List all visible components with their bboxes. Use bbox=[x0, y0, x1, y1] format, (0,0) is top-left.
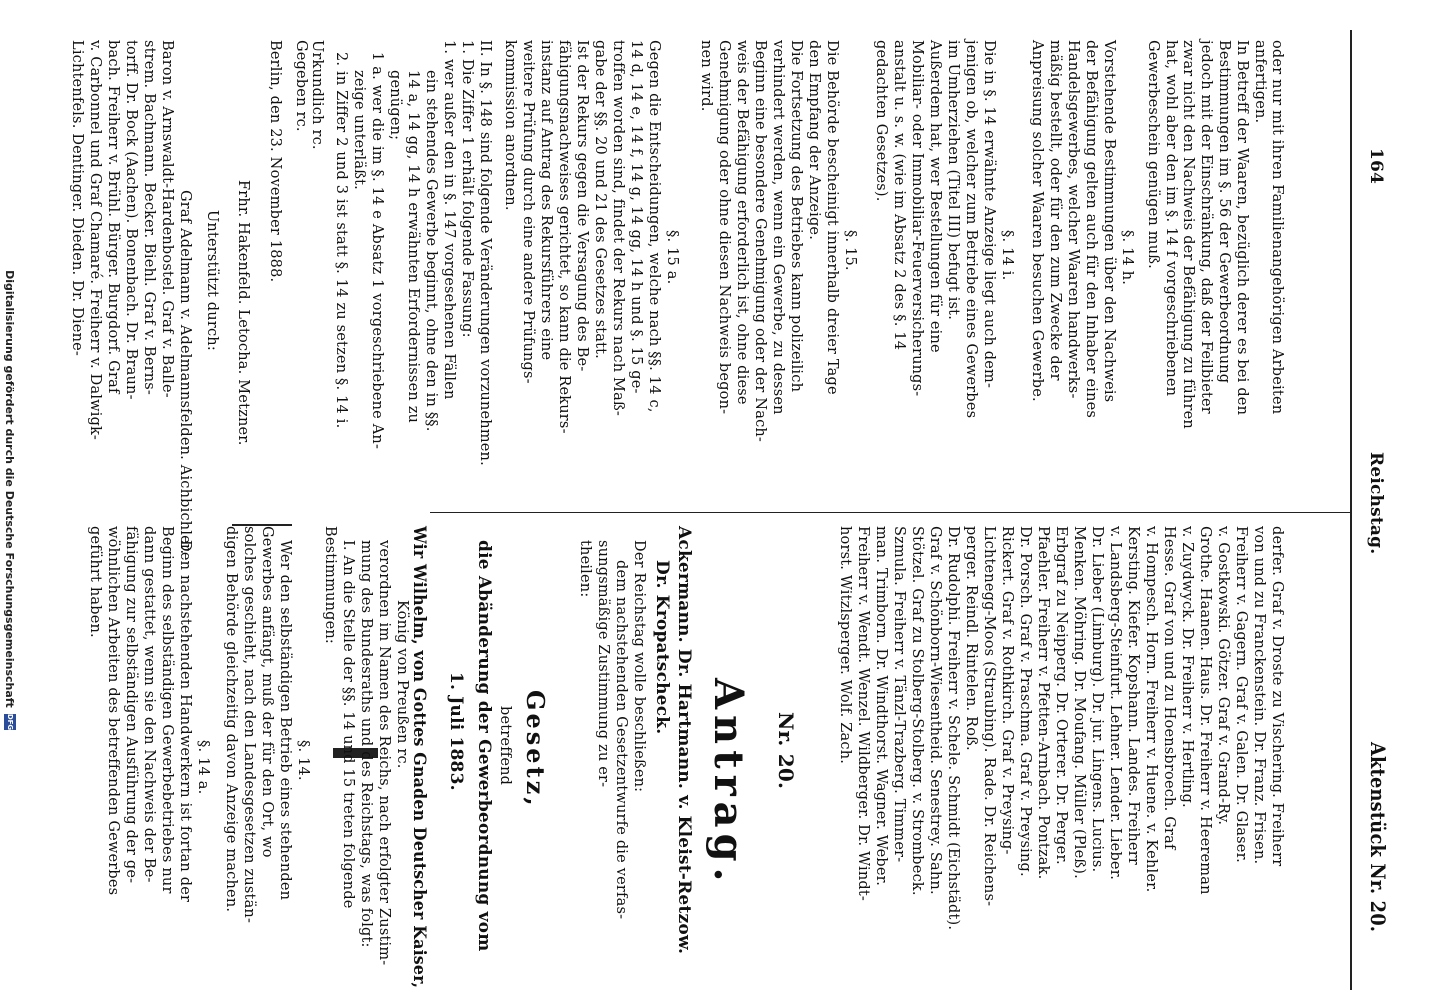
digitization-footer bbox=[0, 0, 20, 1000]
left-text-line: Lichtenfels. Dentinger. Dieden. Dr. Diene- bbox=[69, 40, 85, 356]
left-text-line: oder nur mit ihren Familienangehörigen Arbeiten bbox=[1269, 40, 1285, 415]
right-text-line: horst. Witzlsperger. Wolf. Zach. bbox=[837, 526, 853, 765]
right-text-line: König von Preußen rc. bbox=[394, 600, 410, 769]
right-text-line: wöhnlichen Arbeiten des betreffenden Gewerbes bbox=[105, 526, 121, 896]
column-divider bbox=[430, 512, 1350, 513]
left-text-line: Frhr. Hakenfeld. Letocha. Metzner. bbox=[235, 180, 251, 446]
right-text-line: §. 14 a. bbox=[195, 740, 211, 795]
right-text-line: solches geschieht, nach den Landesgesetzen zustän- bbox=[241, 526, 257, 924]
left-text-line: Die Behörde bescheinigt innerhalb dreier Tage bbox=[824, 40, 840, 395]
left-text-line: jenigen ob, welcher zum Betriebe eines Gewerbes bbox=[963, 40, 979, 419]
right-text-line: Wer den selbständigen Betrieb eines stehenden bbox=[277, 540, 293, 901]
right-text-line: Graf v. Schönborn-Wiesentheid. Senestrey. Sahn. bbox=[927, 526, 943, 895]
left-text-line: Ist der Rekurs gegen die Versagung des Be- bbox=[574, 40, 590, 372]
left-text-line: zwar nicht den Nachweis der Befähigung zu führen bbox=[1180, 40, 1196, 429]
right-text-line: Menken. Möhring. Dr. Moufang. Müller (Pleß). bbox=[1071, 526, 1087, 879]
left-text-line: gedachten Gesetzes). bbox=[873, 40, 889, 202]
right-text-line: derfer. Graf v. Droste zu Vischering. Freiherr bbox=[1269, 526, 1285, 867]
right-text-line: von und zu Franckenstein. Dr. Franz. Frisen. bbox=[1251, 526, 1267, 865]
left-text-line: hat, wohl aber den im §. 14 f vorgeschriebenen bbox=[1163, 40, 1179, 397]
left-text-line: Handelsgewerbes, welcher Waaren handwerks- bbox=[1065, 40, 1081, 399]
right-text-line: Nr. 20. bbox=[774, 712, 798, 790]
right-text-line: §. 14. bbox=[295, 740, 311, 781]
right-text-line: Bestimmungen: bbox=[322, 526, 338, 645]
running-title: Reichstag. bbox=[1366, 452, 1386, 555]
left-text-line: Die Fortsetzung des Betriebes kann polizeilich bbox=[788, 40, 804, 393]
page-number: 164 bbox=[1366, 148, 1386, 185]
right-text-line: Dr. Porsch. Graf v. Praschma. Graf v. Preysing. bbox=[1017, 526, 1033, 877]
left-text-line: anstalt u. s. w. (wie im Absatz 2 des §. 14 bbox=[891, 40, 907, 351]
left-text-line: bach. Freiherr v. Brühl. Bürger. Burgdorf. Graf bbox=[105, 40, 121, 394]
left-text-line: genügen; bbox=[387, 70, 403, 141]
left-text-line: den Empfang der Anzeige. bbox=[806, 40, 822, 241]
left-text-line: torff. Dr. Bock (Aachen). Bonenbach. Dr. Braun- bbox=[123, 40, 139, 400]
left-text-line: Urkundlich rc. bbox=[309, 40, 325, 150]
right-text-line: sungsmäßige Zustimmung zu er- bbox=[595, 540, 611, 788]
left-text-line: 14 a, 14 gg, 14 h erwähnten Erfordernissen zu bbox=[405, 70, 421, 424]
left-text-line: jedoch mit der Einschränkung, daß der Feilbieter bbox=[1198, 40, 1214, 414]
left-text-line: Gewerbeschein genügen muß. bbox=[1145, 40, 1161, 269]
right-text-line: perger. Reindl. Rintelen. Roß. bbox=[963, 526, 979, 751]
left-text-line: instanz auf Antrag des Rekursführers eine bbox=[538, 40, 554, 361]
left-text-line: weis der Befähigung erforderlich ist, ohne diese bbox=[734, 40, 750, 405]
right-text-line: die Abänderung der Gewerbeordnung vom bbox=[474, 540, 494, 952]
left-text-line: Graf Adelmann v. Adelmannsfelden. Aichbichler. bbox=[177, 190, 193, 555]
right-text-line: Gesetz, bbox=[521, 690, 550, 809]
right-text-line: Kersting. Kiefer. Kopshann. Landes. Freiherr bbox=[1125, 526, 1141, 865]
left-text-line: Berlin, den 23. November 1888. bbox=[267, 40, 283, 283]
left-text-line: verhindert werden, wenn ein Gewerbe, zu dessen bbox=[770, 40, 786, 415]
right-text-line: Der Reichstag wolle beschließen: bbox=[631, 540, 647, 793]
left-text-line: §. 15 a. bbox=[664, 230, 680, 285]
right-text-line: Erbgraf zu Neipperg. Dr. Orterer. Dr. Perger. bbox=[1053, 526, 1069, 865]
right-text-line: Gewerbes anfängt, muß der für den Ort, wo bbox=[259, 526, 275, 858]
left-text-line: Die in §. 14 erwähnte Anzeige liegt auch dem- bbox=[981, 40, 997, 389]
document-number: Aktenstück Nr. 20. bbox=[1366, 742, 1390, 933]
right-text-line: Pfaehler. Freiherr v. Pfetten-Arnbach. Pontzak. bbox=[1035, 526, 1051, 880]
left-text-line: kommission anordnen. bbox=[502, 40, 518, 211]
right-text-line: Den nachstehenden Handwerkern ist fortan der bbox=[177, 540, 193, 903]
left-text-line: v. Carbonnel und Graf Chamaré. Freiherr v. Dalwigk- bbox=[87, 40, 103, 440]
right-text-line: Grothe. Haanen. Haus. Dr. Freiherr v. Heereman bbox=[1197, 526, 1213, 895]
left-text-line: 1. Die Ziffer 1 erhält folgende Fassung: bbox=[459, 40, 475, 338]
right-text-line: v. Landsberg-Steinfurt. Lehner. Lender. Lieber. bbox=[1107, 526, 1123, 881]
left-text-line: Bestimmungen im §. 56 der Gewerbeordnung bbox=[1216, 40, 1232, 384]
left-text-line: 2. in Ziffer 2 und 3 ist statt §. 14 zu setzen §. 14 i. bbox=[333, 52, 349, 429]
right-text-line: man. Trimborn. Dr. Windthorst. Wagner. Weber. bbox=[873, 526, 889, 887]
left-text-line: 1. wer außer den in §. 147 vorgesehenen Fällen bbox=[441, 40, 457, 400]
right-text-line: Stötzel. Graf zu Stolberg-Stolberg. v. Strombeck. bbox=[909, 526, 925, 896]
right-text-line: Wir Wilhelm, von Gottes Gnaden Deutscher Kaiser, bbox=[409, 526, 429, 989]
right-text-line: v. Gostkowski. Götzer. Graf v. Grand-Ry. bbox=[1215, 526, 1231, 826]
right-text-line: Ackermann. Dr. Hartmann. v. Kleist-Retzow. bbox=[674, 526, 694, 955]
left-text-line: gabe der §§. 20 und 21 des Gesetzes statt. bbox=[592, 40, 608, 359]
right-text-line: fähigung zur selbständigen Ausführung der ge- bbox=[123, 526, 139, 884]
left-text-line: fähigungsnachweises gerichtet, so kann die Rekurs- bbox=[556, 40, 572, 434]
right-text-line: Freiherr v. Wendt. Wenzel. Wildberger. Dr. Windt- bbox=[855, 526, 871, 902]
header-rule bbox=[1350, 30, 1352, 990]
left-text-line: 14 d, 14 e, 14 f, 14 g, 14 gg, 14 h und §. 15 ge- bbox=[628, 40, 644, 394]
left-text-line: Genehmigung oder ohne diesen Nachweis begon- bbox=[716, 40, 732, 415]
left-text-line: §. 14 h. bbox=[1119, 230, 1135, 286]
left-text-line: anfertigen. bbox=[1252, 40, 1268, 124]
right-text-line: 1. Juli 1883. bbox=[446, 672, 466, 791]
right-text-line: Szmula. Freiherr v. Tänzl-Trazberg. Timmer- bbox=[891, 526, 907, 863]
right-text-line: mung des Bundesraths und des Reichstags, was folgt: bbox=[358, 540, 374, 948]
right-text-line: Antrag. bbox=[705, 678, 752, 888]
left-text-line: Beginn eine besondere Genehmigung oder der Nach- bbox=[752, 40, 768, 443]
left-text-line: ein stehendes Gewerbe beginnt, ohne den in §§. bbox=[423, 70, 439, 432]
left-text-line: §. 15. bbox=[842, 230, 858, 271]
left-text-line: Außerdem hat, wer Bestellungen für eine bbox=[927, 40, 943, 353]
left-text-line: §. 14 i. bbox=[999, 230, 1015, 281]
left-text-line: nen wird. bbox=[698, 40, 714, 112]
left-text-line: Gegen die Entscheidungen, welche nach §§. 14 c, bbox=[646, 40, 662, 413]
left-text-line: mäßig bestellt, oder für den zum Zwecke der bbox=[1047, 40, 1063, 381]
right-text-line: Rickert. Graf v. Rothkirch. Graf v. Preysing- bbox=[999, 526, 1015, 855]
right-text-line: verordnen im Namen des Reichs, nach erfolgter Zustim- bbox=[376, 540, 392, 966]
dfg-logo-icon: DFG bbox=[6, 713, 14, 731]
left-text-line: Vorstehende Bestimmungen über den Nachweis bbox=[1101, 40, 1117, 403]
right-text-line: v. Zuydwyck. Dr. Freiherr v. Hertling. bbox=[1179, 526, 1195, 808]
left-text-line: troffen worden sind, findet der Rekurs nach Maß- bbox=[610, 40, 626, 416]
right-text-line: Hesse. Graf von und zu Hoensbroech. Graf bbox=[1161, 526, 1177, 850]
right-text-line: dem nachstehenden Gesetzentwurfe die verfas- bbox=[613, 560, 629, 920]
right-text-line: dann gestattet, wenn sie den Nachweis der Be- bbox=[141, 526, 157, 883]
left-text-line: 1 a. wer die im §. 14 e Absatz 1 vorgeschriebene An- bbox=[369, 52, 385, 450]
right-text-line: geführt haben. bbox=[87, 526, 103, 638]
left-text-line: II. In §. 148 sind folgende Veränderungen vorzunehmen. bbox=[477, 40, 493, 466]
right-text-line: Dr. Kropatscheck. bbox=[652, 560, 672, 735]
right-text-line: Freiherr v. Gagern. Graf v. Galen. Dr. Glaser. bbox=[1233, 526, 1249, 863]
left-text-line: Gegeben rc. bbox=[293, 40, 309, 132]
right-text-line: digen Behörde gleichzeitig davon Anzeige machen. bbox=[223, 526, 239, 913]
right-text-line: Dr. Rudolphi. Freiherr v. Schele. Schmidt (Eichstädt). bbox=[945, 526, 961, 931]
right-text-line: v. Hompesch. Horn. Freiherr v. Huene. v. Kehler. bbox=[1143, 526, 1159, 893]
right-text-line: theilen: bbox=[577, 540, 593, 598]
left-text-line: weitere Prüfung durch eine andere Prüfungs- bbox=[520, 40, 536, 384]
right-text-line: I. An die Stelle der §§. 14 und 15 treten folgende bbox=[340, 540, 356, 909]
left-text-line: In Betreff der Waaren, bezüglich derer es bei den bbox=[1234, 40, 1250, 416]
left-text-line: zeige unterläßt. bbox=[351, 70, 367, 190]
right-text-line: betreffend bbox=[497, 706, 513, 786]
footer-text: Digitalisierung gefördert durch die Deutsche Forschungsgemeinschaft bbox=[3, 270, 17, 708]
right-text-line: Lichtenegg-Moos (Straubing). Rade. Dr. Reichens- bbox=[981, 526, 997, 907]
left-text-line: strem. Bachmann. Becker. Biehl. Graf v. Berns- bbox=[141, 40, 157, 396]
left-text-line: im Umherziehen (Titel III) befugt ist. bbox=[945, 40, 961, 321]
right-text-line: Beginn des selbständigen Gewerbebetriebes nur bbox=[159, 526, 175, 894]
left-text-line: Baron v. Arnswaldt-Hardenbostel. Graf v. Balle- bbox=[159, 40, 175, 398]
left-text-line: Unterstützt durch: bbox=[204, 210, 220, 351]
right-text-line: Dr. Lieber (Limburg). Dr. jur. Lingens. Lucius. bbox=[1089, 526, 1105, 873]
left-text-line: Anpreisung solcher Waaren besuchen Gewerbe. bbox=[1029, 40, 1045, 402]
left-text-line: Mobiliar- oder Immobiliar-Feuerversicherungs- bbox=[909, 40, 925, 397]
left-text-line: der Befähigung gelten auch für den Inhaber eines bbox=[1083, 40, 1099, 419]
